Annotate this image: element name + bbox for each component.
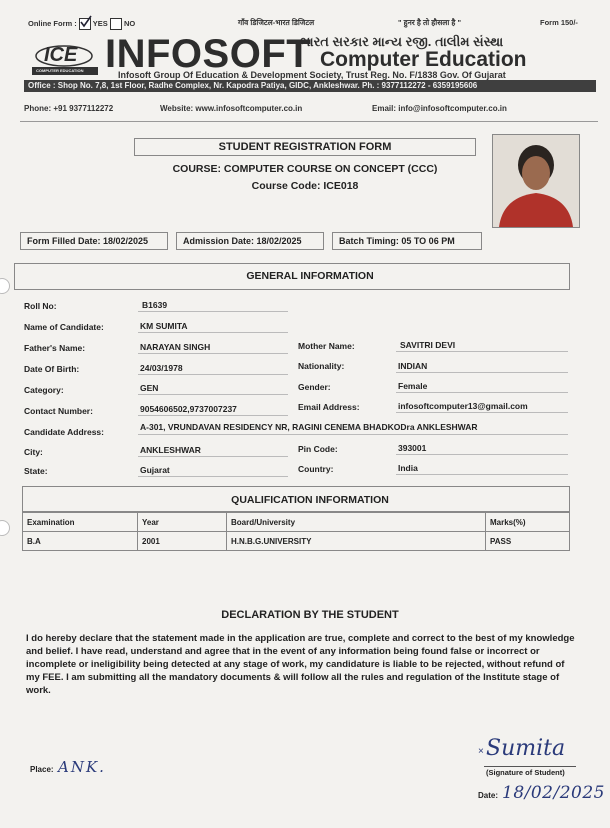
gender-line xyxy=(396,392,568,393)
name-label: Name of Candidate: xyxy=(24,322,104,332)
roll-line xyxy=(138,311,288,312)
table-row xyxy=(23,532,570,551)
form-filled-date: Form Filled Date: 18/02/2025 xyxy=(20,232,168,250)
father-line xyxy=(138,353,288,354)
pin-label: Pin Code: xyxy=(298,444,338,454)
dob-value: 24/03/1978 xyxy=(140,363,183,373)
form-title: STUDENT REGISTRATION FORM xyxy=(134,138,476,156)
category-line xyxy=(138,394,288,395)
dob-line xyxy=(138,374,288,375)
no-checkbox[interactable] xyxy=(110,18,122,30)
father-value: NARAYAN SINGH xyxy=(140,342,211,352)
mother-value: SAVITRI DEVI xyxy=(400,340,456,350)
contact-value: 9054606502,9737007237 xyxy=(140,404,237,414)
society-line: Infosoft Group Of Education & Development Society, Trust Reg. No. F/1838 Gov. Of Gujarat xyxy=(118,70,506,80)
roll-value: B1639 xyxy=(142,300,168,310)
yes-checkbox[interactable] xyxy=(79,18,91,30)
signature-line xyxy=(484,766,576,767)
student-signature: Sumita xyxy=(486,736,566,761)
online-form-label: Online Form : xyxy=(28,18,77,28)
ice-logo xyxy=(30,42,100,76)
category-label: Category: xyxy=(24,385,64,395)
brand-subtitle: Computer Education xyxy=(320,48,527,71)
date-value: 18/02/2025 xyxy=(502,783,605,803)
general-info-heading: GENERAL INFORMATION xyxy=(246,270,374,282)
nationality-label: Nationality: xyxy=(298,361,345,371)
column-header: Year xyxy=(138,513,227,532)
city-label: City: xyxy=(24,447,43,457)
roll-label: Roll No: xyxy=(24,301,57,311)
logo-tag: COMPUTER EDUCATION xyxy=(36,68,84,73)
regional-title: ભારત સરકાર માન્ય રજી. તાલીમ સંસ્થા xyxy=(300,34,504,49)
state-label: State: xyxy=(24,466,48,476)
declaration-heading: DECLARATION BY THE STUDENT xyxy=(221,609,399,621)
declaration-text: I do hereby declare that the statement made in the application are true, complete and correct to the best of my knowledge and belief. I have read, understand and agree that in the event of any information being found false or incorrect or incomplete or ineligibility being detected at any stage of work, my candidature is liable to be rejected, without refund of my FEE. I am submitting all the mandatory documents & will follow all the rules and regulation of the Institute stage of work. xyxy=(26,633,575,696)
brand-name: INFOSOFT xyxy=(105,32,312,76)
signature-label: (Signature of Student) xyxy=(486,768,565,777)
table-cell: PASS xyxy=(486,532,570,551)
email-label: Email Address: xyxy=(298,402,360,412)
qualification-heading: QUALIFICATION INFORMATION xyxy=(231,494,389,506)
online-form-row xyxy=(28,18,135,30)
logo-text: ICE xyxy=(44,44,78,66)
name-value: KM SUMITA xyxy=(140,321,188,331)
gender-label: Gender: xyxy=(298,382,331,392)
signature-cross-icon: × xyxy=(478,746,484,757)
dob-label: Date Of Birth: xyxy=(24,364,80,374)
phone-text: Phone: +91 9377112272 xyxy=(24,104,114,113)
header-divider xyxy=(20,121,598,122)
pin-line xyxy=(396,454,568,455)
course-name: COURSE: COMPUTER COURSE ON CONCEPT (CCC) xyxy=(172,163,438,175)
student-photo xyxy=(492,134,580,228)
student-photo-icon xyxy=(493,135,579,227)
table-cell: 2001 xyxy=(138,532,227,551)
city-value: ANKLESHWAR xyxy=(140,445,201,455)
country-label: Country: xyxy=(298,464,334,474)
column-header: Marks(%) xyxy=(486,513,570,532)
city-line xyxy=(138,456,288,457)
punch-hole xyxy=(0,278,10,294)
hindi-slogan-left: गाँव डिजिटल-भारत डिजिटल xyxy=(238,18,315,27)
check-mark-icon xyxy=(79,15,93,29)
nationality-line xyxy=(396,372,568,373)
qualification-table xyxy=(22,512,570,551)
table-cell: B.A xyxy=(23,532,138,551)
admission-date: Admission Date: 18/02/2025 xyxy=(176,232,324,250)
contact-line xyxy=(138,415,288,416)
address-value: A-301, VRUNDAVAN RESIDENCY NR, RAGINI CENEMA BHADKODra ANKLESHWAR xyxy=(140,422,478,432)
office-bar: Office : Shop No. 7,8, 1st Floor, Radhe Complex, Nr. Kapodra Patiya, GIDC, Ankleshwar. Ph. : 9377112272 - 6359195606 xyxy=(24,80,596,92)
contact-label: Contact Number: xyxy=(24,406,93,416)
mother-line xyxy=(396,351,568,352)
email-line xyxy=(396,412,568,413)
name-line xyxy=(138,332,288,333)
column-header: Examination xyxy=(23,513,138,532)
gender-value: Female xyxy=(398,381,428,391)
table-cell: H.N.B.G.UNIVERSITY xyxy=(227,532,486,551)
column-header: Board/University xyxy=(227,513,486,532)
address-label: Candidate Address: xyxy=(24,427,104,437)
website-text: Website: www.infosoftcomputer.co.in xyxy=(160,104,303,113)
email-text: Email: info@infosoftcomputer.co.in xyxy=(372,104,507,113)
address-line xyxy=(138,434,568,435)
pin-value: 393001 xyxy=(398,443,427,453)
place-value: ANK. xyxy=(58,758,106,776)
father-label: Father's Name: xyxy=(24,343,86,353)
no-label: NO xyxy=(124,18,136,28)
state-line xyxy=(138,476,288,477)
form-fee: Form 150/- xyxy=(540,18,578,27)
yes-label: YES xyxy=(92,18,108,28)
table-header-row xyxy=(23,513,570,532)
email-value: infosoftcomputer13@gmail.com xyxy=(398,401,528,411)
mother-label: Mother Name: xyxy=(298,341,355,351)
nationality-value: INDIAN xyxy=(398,361,428,371)
hindi-slogan-right: " हुनर है तो हौसला है " xyxy=(398,18,462,27)
state-value: Gujarat xyxy=(140,465,170,475)
country-line xyxy=(396,474,568,475)
course-code: Course Code: ICE018 xyxy=(251,180,359,192)
category-value: GEN xyxy=(140,383,159,393)
punch-hole xyxy=(0,520,10,536)
country-value: India xyxy=(398,463,418,473)
date-label: Date: xyxy=(478,791,499,800)
batch-timing: Batch Timing: 05 TO 06 PM xyxy=(332,232,482,250)
place-label: Place: xyxy=(30,765,54,774)
